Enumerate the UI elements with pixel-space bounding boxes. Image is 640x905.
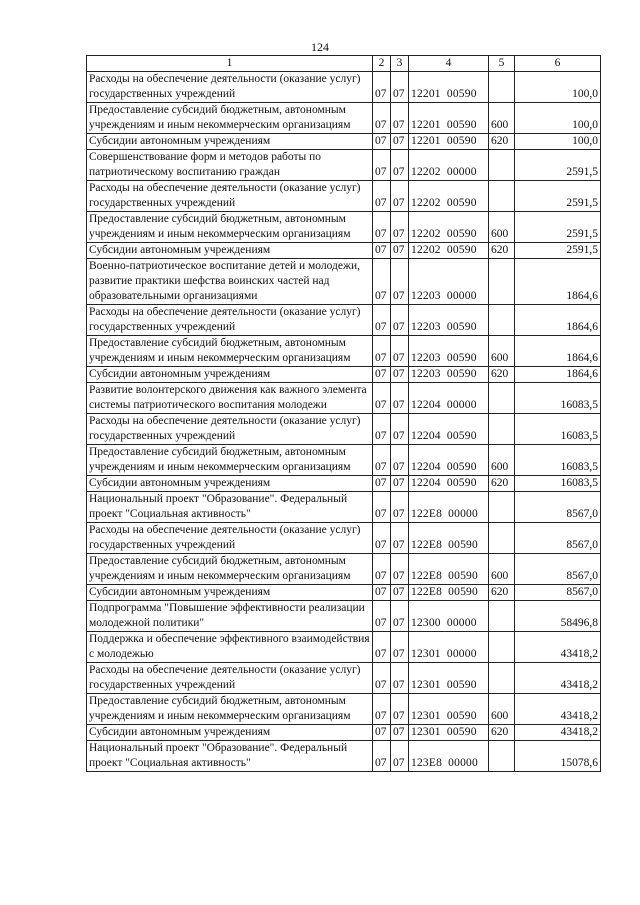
row-expense-type-cell: 600 [489, 212, 515, 243]
table-row [87, 103, 601, 134]
row-amount-cell: 8567,0 [515, 585, 601, 601]
row-amount-cell: 100,0 [515, 103, 601, 134]
row-name-cell: Поддержка и обеспечение эффективного взаимодействия с молодежью [87, 632, 373, 663]
row-expense-type-cell: 600 [489, 554, 515, 585]
row-target-article-cell: 12203 00590 [409, 305, 489, 336]
table-row [87, 741, 601, 772]
row-name-cell: Расходы на обеспечение деятельности (оказание услуг) государственных учреждений [87, 523, 373, 554]
row-name-cell: Расходы на обеспечение деятельности (оказание услуг) государственных учреждений [87, 305, 373, 336]
row-section-cell: 07 [373, 305, 391, 336]
row-expense-type-cell: 600 [489, 103, 515, 134]
table-row [87, 445, 601, 476]
row-target-article-cell: 12202 00590 [409, 243, 489, 259]
row-subsection-cell: 07 [391, 72, 409, 103]
row-expense-type-cell: 620 [489, 243, 515, 259]
row-amount-cell: 43418,2 [515, 725, 601, 741]
header-cell-amount: 6 [515, 56, 601, 72]
row-target-article-cell: 12202 00590 [409, 181, 489, 212]
row-target-article-cell: 12202 00590 [409, 212, 489, 243]
row-name-cell: Предоставление субсидий бюджетным, автономным учреждениям и иным некоммерческим организациям [87, 554, 373, 585]
row-target-article-cell: 12203 00000 [409, 259, 489, 305]
row-amount-cell: 58496,8 [515, 601, 601, 632]
row-subsection-cell: 07 [391, 445, 409, 476]
row-expense-type-cell: 600 [489, 694, 515, 725]
row-subsection-cell: 07 [391, 150, 409, 181]
row-section-cell: 07 [373, 492, 391, 523]
row-name-cell: Субсидии автономным учреждениям [87, 134, 373, 150]
row-expense-type-cell: 620 [489, 367, 515, 383]
row-section-cell: 07 [373, 601, 391, 632]
table-row [87, 414, 601, 445]
row-name-cell: Национальный проект "Образование". Федеральный проект "Социальная активность" [87, 492, 373, 523]
row-section-cell: 07 [373, 243, 391, 259]
row-name-cell: Предоставление субсидий бюджетным, автономным учреждениям и иным некоммерческим организациям [87, 694, 373, 725]
row-subsection-cell: 07 [391, 336, 409, 367]
row-subsection-cell: 07 [391, 476, 409, 492]
table-row [87, 134, 601, 150]
row-target-article-cell: 12204 00590 [409, 414, 489, 445]
row-subsection-cell: 07 [391, 243, 409, 259]
row-subsection-cell: 07 [391, 554, 409, 585]
row-name-cell: Субсидии автономным учреждениям [87, 476, 373, 492]
row-subsection-cell: 07 [391, 103, 409, 134]
row-expense-type-cell: 600 [489, 445, 515, 476]
table-row [87, 72, 601, 103]
row-section-cell: 07 [373, 367, 391, 383]
row-target-article-cell: 12204 00590 [409, 445, 489, 476]
table-row [87, 663, 601, 694]
row-section-cell: 07 [373, 414, 391, 445]
row-name-cell: Совершенствование форм и методов работы по патриотическому воспитанию граждан [87, 150, 373, 181]
row-amount-cell: 1864,6 [515, 336, 601, 367]
row-subsection-cell: 07 [391, 663, 409, 694]
row-target-article-cell: 12203 00590 [409, 336, 489, 367]
row-name-cell: Расходы на обеспечение деятельности (оказание услуг) государственных учреждений [87, 72, 373, 103]
table-row [87, 243, 601, 259]
row-subsection-cell: 07 [391, 492, 409, 523]
row-expense-type-cell [489, 72, 515, 103]
row-name-cell: Военно-патриотическое воспитание детей и молодежи, развитие практики шефства воинских частей над образовательными организациями [87, 259, 373, 305]
table-row [87, 383, 601, 414]
row-name-cell: Субсидии автономным учреждениям [87, 585, 373, 601]
table-body [87, 72, 601, 772]
row-subsection-cell: 07 [391, 212, 409, 243]
row-expense-type-cell [489, 741, 515, 772]
row-name-cell: Предоставление субсидий бюджетным, автономным учреждениям и иным некоммерческим организациям [87, 212, 373, 243]
row-section-cell: 07 [373, 134, 391, 150]
row-subsection-cell: 07 [391, 741, 409, 772]
row-subsection-cell: 07 [391, 305, 409, 336]
row-expense-type-cell [489, 601, 515, 632]
row-name-cell: Субсидии автономным учреждениям [87, 243, 373, 259]
row-expense-type-cell: 600 [489, 336, 515, 367]
table-row [87, 150, 601, 181]
row-amount-cell: 1864,6 [515, 367, 601, 383]
row-amount-cell: 8567,0 [515, 554, 601, 585]
row-expense-type-cell [489, 492, 515, 523]
row-amount-cell: 43418,2 [515, 694, 601, 725]
row-subsection-cell: 07 [391, 383, 409, 414]
row-name-cell: Расходы на обеспечение деятельности (оказание услуг) государственных учреждений [87, 663, 373, 694]
row-expense-type-cell: 620 [489, 134, 515, 150]
row-target-article-cell: 12203 00590 [409, 367, 489, 383]
row-target-article-cell: 123E8 00000 [409, 741, 489, 772]
row-subsection-cell: 07 [391, 632, 409, 663]
table-row [87, 601, 601, 632]
row-section-cell: 07 [373, 445, 391, 476]
row-section-cell: 07 [373, 103, 391, 134]
table-row [87, 725, 601, 741]
table-row [87, 554, 601, 585]
row-name-cell: Предоставление субсидий бюджетным, автономным учреждениям и иным некоммерческим организациям [87, 336, 373, 367]
row-section-cell: 07 [373, 741, 391, 772]
table-row [87, 694, 601, 725]
row-expense-type-cell [489, 305, 515, 336]
table-row [87, 212, 601, 243]
row-amount-cell: 2591,5 [515, 243, 601, 259]
row-amount-cell: 16083,5 [515, 476, 601, 492]
row-target-article-cell: 122E8 00590 [409, 585, 489, 601]
row-target-article-cell: 12202 00000 [409, 150, 489, 181]
row-amount-cell: 2591,5 [515, 150, 601, 181]
row-section-cell: 07 [373, 212, 391, 243]
row-section-cell: 07 [373, 663, 391, 694]
row-amount-cell: 15078,6 [515, 741, 601, 772]
row-expense-type-cell: 620 [489, 585, 515, 601]
row-target-article-cell: 12201 00590 [409, 134, 489, 150]
row-amount-cell: 2591,5 [515, 181, 601, 212]
row-amount-cell: 16083,5 [515, 445, 601, 476]
row-target-article-cell: 12204 00590 [409, 476, 489, 492]
row-amount-cell: 1864,6 [515, 259, 601, 305]
row-section-cell: 07 [373, 523, 391, 554]
row-section-cell: 07 [373, 259, 391, 305]
row-subsection-cell: 07 [391, 259, 409, 305]
row-name-cell: Предоставление субсидий бюджетным, автономным учреждениям и иным некоммерческим организациям [87, 103, 373, 134]
header-cell-section: 2 [373, 56, 391, 72]
row-section-cell: 07 [373, 476, 391, 492]
table-row [87, 492, 601, 523]
row-subsection-cell: 07 [391, 367, 409, 383]
table-row [87, 632, 601, 663]
row-name-cell: Расходы на обеспечение деятельности (оказание услуг) государственных учреждений [87, 181, 373, 212]
row-expense-type-cell [489, 414, 515, 445]
row-target-article-cell: 12301 00590 [409, 725, 489, 741]
row-target-article-cell: 12300 00000 [409, 601, 489, 632]
row-name-cell: Расходы на обеспечение деятельности (оказание услуг) государственных учреждений [87, 414, 373, 445]
row-section-cell: 07 [373, 694, 391, 725]
row-expense-type-cell [489, 259, 515, 305]
row-subsection-cell: 07 [391, 725, 409, 741]
row-subsection-cell: 07 [391, 134, 409, 150]
table-row [87, 367, 601, 383]
table-row [87, 585, 601, 601]
row-subsection-cell: 07 [391, 585, 409, 601]
table-row [87, 305, 601, 336]
row-target-article-cell: 12201 00590 [409, 103, 489, 134]
row-name-cell: Развитие волонтерского движения как важного элемента системы патриотического воспитания молодежи [87, 383, 373, 414]
table-row [87, 523, 601, 554]
row-name-cell: Предоставление субсидий бюджетным, автономным учреждениям и иным некоммерческим организациям [87, 445, 373, 476]
row-amount-cell: 8567,0 [515, 492, 601, 523]
row-amount-cell: 16083,5 [515, 414, 601, 445]
budget-table [86, 55, 601, 772]
row-name-cell: Подпрограмма "Повышение эффективности реализации молодежной политики" [87, 601, 373, 632]
row-amount-cell: 43418,2 [515, 663, 601, 694]
row-section-cell: 07 [373, 554, 391, 585]
row-target-article-cell: 122E8 00590 [409, 554, 489, 585]
table-row [87, 259, 601, 305]
row-amount-cell: 2591,5 [515, 212, 601, 243]
row-section-cell: 07 [373, 383, 391, 414]
row-subsection-cell: 07 [391, 181, 409, 212]
row-amount-cell: 100,0 [515, 72, 601, 103]
row-section-cell: 07 [373, 72, 391, 103]
row-section-cell: 07 [373, 181, 391, 212]
row-target-article-cell: 12201 00590 [409, 72, 489, 103]
row-expense-type-cell [489, 523, 515, 554]
row-subsection-cell: 07 [391, 694, 409, 725]
header-cell-subsection: 3 [391, 56, 409, 72]
header-cell-expense-type: 5 [489, 56, 515, 72]
header-row [87, 56, 601, 72]
header-cell-name: 1 [87, 56, 373, 72]
row-section-cell: 07 [373, 336, 391, 367]
row-expense-type-cell [489, 181, 515, 212]
row-name-cell: Субсидии автономным учреждениям [87, 367, 373, 383]
row-target-article-cell: 12301 00590 [409, 694, 489, 725]
row-amount-cell: 100,0 [515, 134, 601, 150]
row-expense-type-cell [489, 383, 515, 414]
row-section-cell: 07 [373, 585, 391, 601]
row-target-article-cell: 12301 00000 [409, 632, 489, 663]
header-cell-target-article: 4 [409, 56, 489, 72]
table-row [87, 476, 601, 492]
row-target-article-cell: 12301 00590 [409, 663, 489, 694]
row-subsection-cell: 07 [391, 414, 409, 445]
row-expense-type-cell [489, 150, 515, 181]
row-section-cell: 07 [373, 632, 391, 663]
row-expense-type-cell: 620 [489, 725, 515, 741]
page-number: 124 [311, 40, 329, 54]
row-name-cell: Субсидии автономным учреждениям [87, 725, 373, 741]
row-amount-cell: 1864,6 [515, 305, 601, 336]
row-target-article-cell: 122E8 00000 [409, 492, 489, 523]
row-amount-cell: 8567,0 [515, 523, 601, 554]
row-amount-cell: 16083,5 [515, 383, 601, 414]
table-row [87, 336, 601, 367]
row-expense-type-cell: 620 [489, 476, 515, 492]
row-target-article-cell: 12204 00000 [409, 383, 489, 414]
row-expense-type-cell [489, 663, 515, 694]
row-target-article-cell: 122E8 00590 [409, 523, 489, 554]
row-section-cell: 07 [373, 150, 391, 181]
table-row [87, 181, 601, 212]
row-section-cell: 07 [373, 725, 391, 741]
row-subsection-cell: 07 [391, 601, 409, 632]
row-subsection-cell: 07 [391, 523, 409, 554]
row-name-cell: Национальный проект "Образование". Федеральный проект "Социальная активность" [87, 741, 373, 772]
row-amount-cell: 43418,2 [515, 632, 601, 663]
row-expense-type-cell [489, 632, 515, 663]
